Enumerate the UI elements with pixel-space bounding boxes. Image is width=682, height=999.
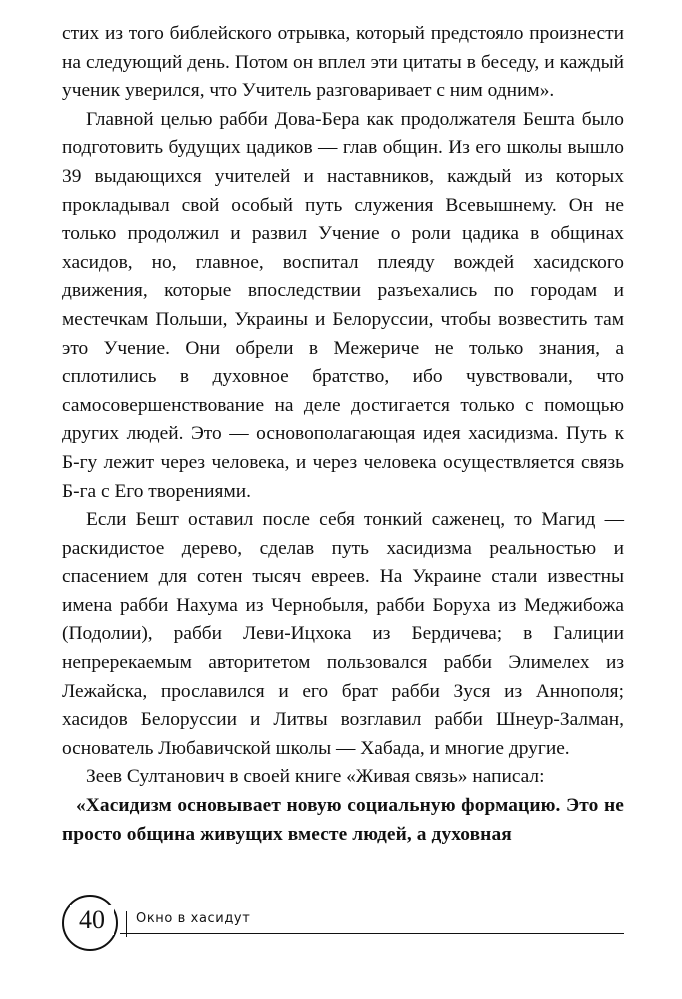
footer-rule bbox=[120, 933, 624, 934]
page-number: 40 bbox=[70, 905, 114, 935]
paragraph-3: Если Бешт оставил после себя тонкий саженец, то Магид — раскидистое дерево, сделав путь хасидизма реальностью и спасением для сотен тысяч евреев. На Украине стали известны имена рабби Нахума из Чернобыля, рабби Боруха из Меджибожа (Подолии), рабби Леви-Ицхока из Бердичева; в Галиции непререкаемым авторитетом пользовался рабби Элимелех из Лежайска, прославился и его брат рабби Зуся из Аннополя; хасидов Белоруссии и Литвы возглавил рабби Шнеур-Залман, основатель Любавичской школы — Хабада, и многие другие. bbox=[62, 509, 624, 759]
page-footer bbox=[62, 895, 624, 955]
page-body bbox=[62, 20, 624, 849]
bold-quote: «Хасидизм основывает новую социальную формацию. Это не просто община живущих вместе людей, а духовная bbox=[62, 795, 624, 845]
paragraph-4: Зеев Султанович в своей книге «Живая связь» написал: bbox=[86, 766, 545, 788]
running-title: Окно в хасидут bbox=[136, 911, 251, 926]
paragraph-2: Главной целью рабби Дова-Бера как продолжателя Бешта было подготовить будущих цадиков — глав общин. Из его школы вышло 39 выдающихся учителей и наставников, каждый из которых прокладывал свой особый путь служения Всевышнему. Он не только продолжил и развил Учение о роли цадика в общинах хасидов, но, главное, воспитал плеяду вождей хасидского движения, которые впоследствии разъехались по городам и местечкам Польши, Украины и Белоруссии, чтобы возвестить там это Учение. Они обрели в Межериче не только знания, а сплотились в духовное братство, ибо чувствовали, что самосовершенствование на деле достигается только с помощью других людей. Это — основополагающая идея хасидизма. Путь к Б-гу лежит через человека, и через человека осуществляется связь Б-га с Его творениями. bbox=[62, 108, 624, 502]
paragraph-1: стих из того библейского отрывка, который предстояло произнести на следующий день. Потом он вплел эти цитаты в беседу, и каждый ученик уверился, что Учитель разговаривает с ним одним». bbox=[62, 23, 624, 102]
